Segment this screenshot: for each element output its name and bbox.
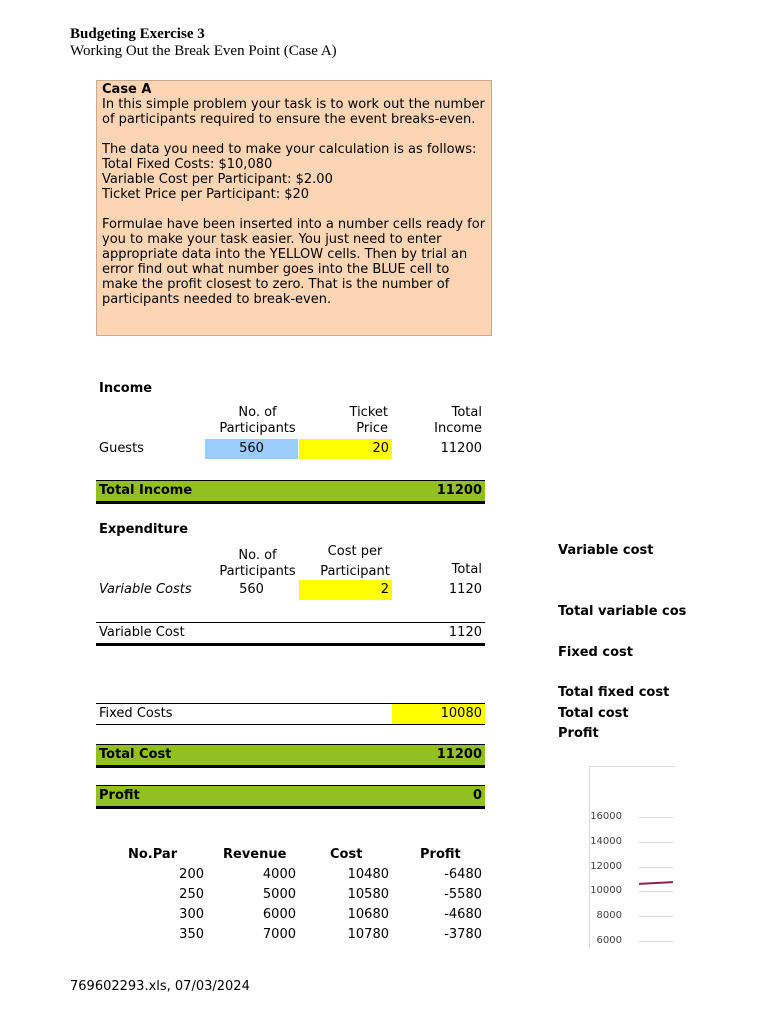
chart-gridline	[639, 842, 673, 843]
side-variable-cost: Variable cost	[558, 543, 654, 558]
note-variable-cost: Variable Cost per Participant: $2.00	[102, 172, 333, 187]
col-header-line: Total	[451, 405, 482, 420]
table-cell: 350	[179, 927, 204, 942]
page-title: Budgeting Exercise 3	[70, 26, 205, 42]
table-header-cost: Cost	[330, 847, 363, 862]
col-header-line: Price	[356, 421, 388, 436]
fixed-costs-input-cell[interactable]: 10080	[392, 704, 485, 724]
profit-label: Profit	[99, 788, 140, 803]
table-header-revenue: Revenue	[223, 847, 287, 862]
file-footer: 769602293.xls, 07/03/2024	[70, 979, 250, 994]
guests-label: Guests	[99, 441, 144, 456]
exp-col-participants	[205, 548, 310, 580]
table-cell: 10480	[347, 867, 389, 882]
cost-per-participant-input-cell[interactable]: 2	[299, 580, 392, 600]
note-ticket-price: Ticket Price per Participant: $20	[102, 187, 310, 202]
note-instructions: Formulae have been inserted into a number cells ready for you to make your task easier. You just need to enter appropriate data into the YELLOW cells. Then by trial an error find out what number goes into the BLUE cell to make the profit closest to zero. That is the number of participants needed to break-even.	[102, 217, 486, 307]
side-profit: Profit	[558, 726, 599, 741]
total-income-cell: 11200	[440, 441, 482, 456]
chart-gridline	[639, 891, 673, 892]
exp-col-total: Total	[451, 562, 482, 577]
table-cell: 10680	[347, 907, 389, 922]
expenditure-heading: Expenditure	[99, 522, 189, 537]
table-cell: 200	[179, 867, 204, 882]
table-cell: 6000	[262, 907, 296, 922]
table-cell: 7000	[262, 927, 296, 942]
note-intro: In this simple problem your task is to work out the number of participants required to ensure the event breaks-even.	[102, 97, 485, 127]
col-header-line: Ticket	[349, 405, 388, 420]
note-heading: Case A	[102, 82, 152, 97]
table-cell: -3780	[444, 927, 482, 942]
chart-series-line	[639, 881, 673, 885]
income-col-ticket	[300, 405, 388, 437]
income-col-total	[392, 405, 482, 437]
table-cell: 5000	[262, 887, 296, 902]
chart-gridline	[639, 817, 673, 818]
total-cost-value: 11200	[436, 747, 482, 762]
chart-y-tick-label: 6000	[596, 935, 622, 946]
side-total-variable-cost: Total variable cos	[558, 604, 687, 619]
table-cell: -6480	[444, 867, 482, 882]
chart-y-tick-label: 12000	[590, 860, 622, 872]
table-cell: 300	[179, 907, 204, 922]
participants-input-cell[interactable]: 560	[205, 439, 298, 459]
income-heading: Income	[99, 381, 153, 396]
chart-y-tick-label: 10000	[590, 885, 622, 897]
table-cell: 250	[179, 887, 204, 902]
variable-costs-label: Variable Costs	[99, 582, 192, 597]
exp-total-cell: 1120	[448, 582, 482, 597]
col-header-line: Participant	[320, 564, 390, 579]
table-header-profit: Profit	[420, 847, 461, 862]
profit-row	[96, 785, 485, 809]
col-header-line: No. of	[238, 405, 277, 420]
total-cost-row	[96, 744, 485, 768]
col-header-line: Participants	[219, 421, 296, 436]
page-subtitle: Working Out the Break Even Point (Case A)	[70, 43, 337, 59]
instruction-note	[96, 80, 492, 336]
col-header-line: Participants	[219, 564, 296, 579]
chart-y-tick-label: 14000	[590, 835, 622, 847]
chart-y-tick-label: 16000	[590, 811, 622, 822]
exp-col-cost	[305, 542, 405, 582]
chart-gridline	[639, 867, 673, 868]
exp-participants-cell: 560	[239, 582, 264, 597]
table-cell: 10580	[347, 887, 389, 902]
table-header-nopar: No.Par	[128, 847, 178, 862]
variable-cost-row	[96, 622, 485, 646]
side-total-fixed-cost: Total fixed cost	[558, 685, 670, 700]
table-cell: 10780	[347, 927, 389, 942]
table-cell: -4680	[444, 907, 482, 922]
table-cell: 4000	[262, 867, 296, 882]
income-col-participants	[205, 405, 310, 437]
total-income-label: Total Income	[99, 483, 193, 498]
table-cell: -5580	[444, 887, 482, 902]
total-cost-label: Total Cost	[99, 747, 172, 762]
ticket-price-input-cell[interactable]: 20	[299, 439, 392, 459]
chart-gridline	[639, 916, 673, 917]
col-header-line: No. of	[238, 548, 277, 563]
col-header-line: Cost per	[327, 544, 383, 559]
total-income-row	[96, 480, 485, 504]
profit-value: 0	[472, 788, 482, 803]
chart-y-tick-label: 8000	[596, 910, 622, 922]
side-total-cost: Total cost	[558, 706, 629, 721]
fixed-costs-label: Fixed Costs	[99, 706, 173, 721]
chart-gridline	[639, 941, 673, 942]
total-income-value: 11200	[436, 483, 482, 498]
note-fixed-costs: Total Fixed Costs: $10,080	[102, 157, 273, 172]
variable-cost-value: 1120	[448, 625, 482, 640]
col-header-line: Income	[434, 421, 482, 436]
variable-cost-label: Variable Cost	[99, 625, 185, 640]
break-even-chart	[589, 766, 675, 949]
side-fixed-cost: Fixed cost	[558, 645, 633, 660]
fixed-costs-row	[96, 703, 485, 725]
note-data-intro: The data you need to make your calculation is as follows:	[102, 142, 477, 157]
